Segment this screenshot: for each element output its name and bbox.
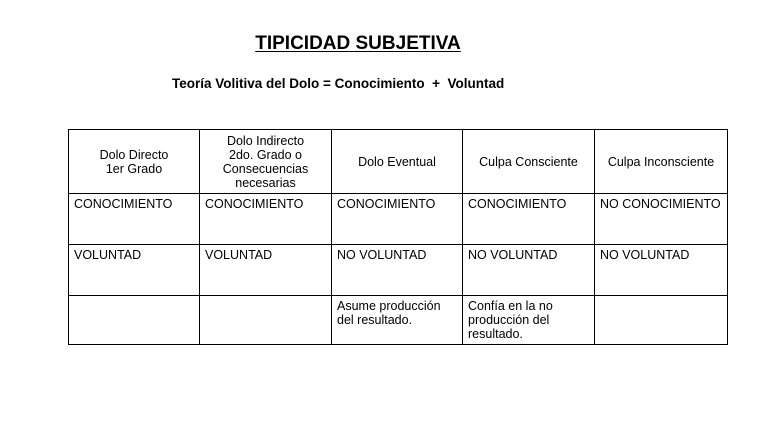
header-culpa-inconsciente: Culpa Inconsciente	[595, 130, 728, 194]
table-cell: VOLUNTAD	[200, 245, 332, 296]
classification-table	[68, 129, 728, 345]
table-cell: CONOCIMIENTO	[69, 194, 200, 245]
table-cell	[595, 296, 728, 345]
header-dolo-eventual: Dolo Eventual	[332, 130, 463, 194]
header-dolo-indirecto: Dolo Indirecto 2do. Grado o Consecuencias necesarias	[200, 130, 332, 194]
table-cell: NO VOLUNTAD	[463, 245, 595, 296]
table-header-row	[69, 130, 728, 194]
theory-formula: Teoría Volitiva del Dolo = Conocimiento + Voluntad	[172, 76, 505, 91]
table-row-conocimiento	[69, 194, 728, 245]
header-dolo-directo: Dolo Directo 1er Grado	[69, 130, 200, 194]
table-row-resultado	[69, 296, 728, 345]
table-cell	[69, 296, 200, 345]
table-cell: VOLUNTAD	[69, 245, 200, 296]
page-title: TIPICIDAD SUBJETIVA	[255, 33, 461, 54]
table-cell: CONOCIMIENTO	[200, 194, 332, 245]
header-culpa-consciente: Culpa Consciente	[463, 130, 595, 194]
table-cell: CONOCIMIENTO	[463, 194, 595, 245]
table-cell: Asume producción del resultado.	[332, 296, 463, 345]
table-cell: Confía en la no producción del resultado.	[463, 296, 595, 345]
table-cell	[200, 296, 332, 345]
table-cell: NO VOLUNTAD	[595, 245, 728, 296]
table-cell: NO CONOCIMIENTO	[595, 194, 728, 245]
table-cell: CONOCIMIENTO	[332, 194, 463, 245]
table-row-voluntad	[69, 245, 728, 296]
table-cell: NO VOLUNTAD	[332, 245, 463, 296]
